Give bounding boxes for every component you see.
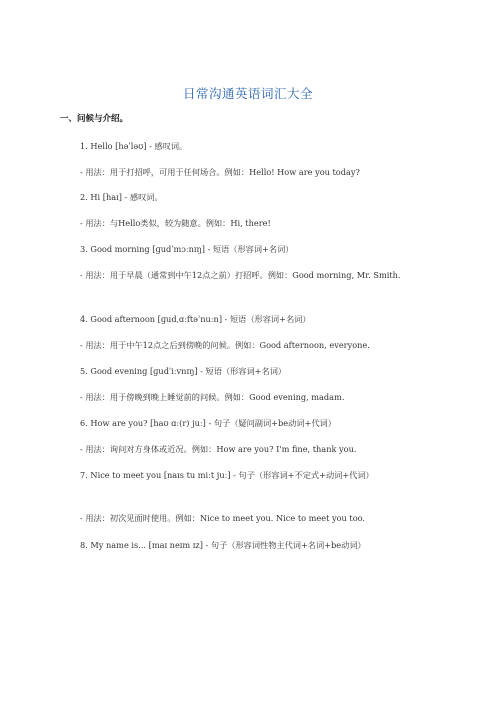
entry-7-term: 7. Nice to meet you [naɪs tu miːt juː] - 句子（形容词+不定式+动词+代词） <box>80 470 374 480</box>
entry-6-usage: - 用法：询问对方身体或近况。例如：How are you? I'm fine, thank you. <box>80 444 357 454</box>
entry-3-usage: - 用法：用于早晨（通常到中午12点之前）打招呼。例如：Good morning, Mr. Smith. <box>80 270 401 280</box>
entry-3-term: 3. Good morning [ɡudˈmɔːnɪŋ] - 短语（形容词+名词） <box>80 244 294 254</box>
entry-6-term: 6. How are you? [haʊ ɑː(r) juː] - 句子（疑问副词+be动词+代词） <box>80 418 336 428</box>
entry-2-term: 2. Hi [haɪ] - 感叹词。 <box>80 192 163 202</box>
entry-2-usage: - 用法：与Hello类似，较为随意。例如：Hi, there! <box>80 218 271 228</box>
entry-1-usage: - 用法：用于打招呼，可用于任何场合。例如：Hello! How are you today? <box>80 167 360 177</box>
entry-5-usage: - 用法：用于傍晚到晚上睡觉前的问候。例如：Good evening, madam. <box>80 392 345 402</box>
entry-4-usage: - 用法：用于中午12点之后到傍晚的问候。例如：Good afternoon, everyone. <box>80 340 370 350</box>
entry-4-term: 4. Good afternoon [ɡudˌɑːftəˈnuːn] - 短语（形容词+名词） <box>80 314 311 324</box>
entry-5-term: 5. Good evening [ɡudˈiːvnɪŋ] - 短语（形容词+名词） <box>80 366 287 376</box>
entry-1-term: 1. Hello [həˈləʊ] - 感叹词。 <box>80 141 188 151</box>
entry-8-term: 8. My name is... [maɪ neɪm ɪz] - 句子（形容词性物主代词+名词+be动词） <box>80 540 366 550</box>
document-title: 日常沟通英语词汇大全 <box>182 86 313 101</box>
entry-7-usage: - 用法：初次见面时使用。例如：Nice to meet you. Nice to meet you too. <box>80 513 366 523</box>
section-heading: 一、问候与介绍。 <box>60 114 129 124</box>
